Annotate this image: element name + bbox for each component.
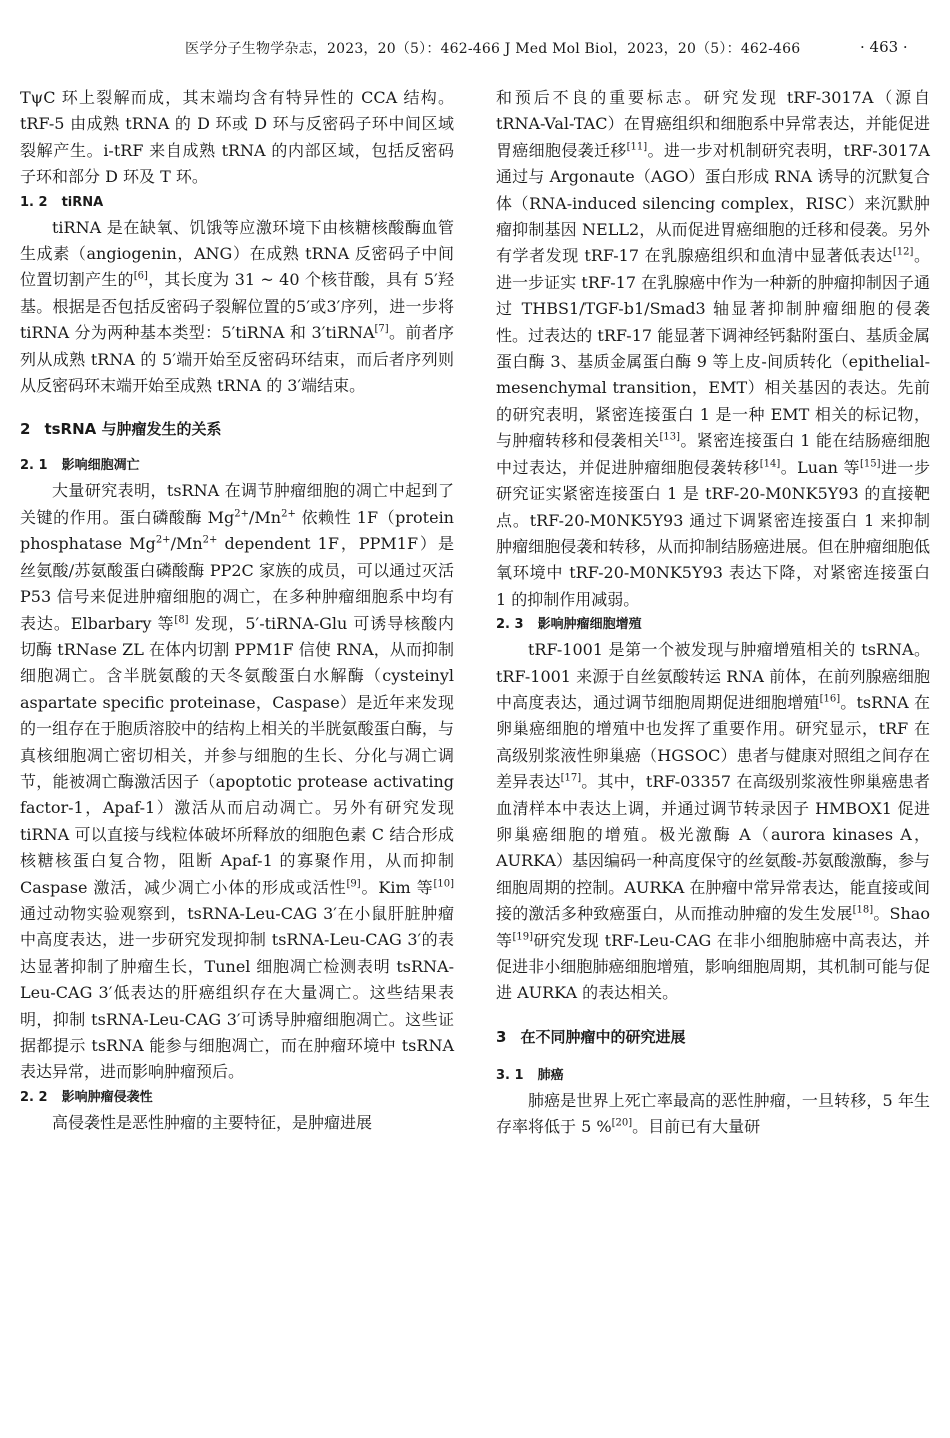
section-title: 肺癌 — [537, 1067, 564, 1083]
journal-citation: 医学分子生物学杂志，2023，20（5）：462-466 J Med Mol Biol，2023，20（5）：462-466 — [185, 41, 801, 57]
section-heading-2 — [20, 419, 454, 439]
running-header — [0, 38, 950, 62]
section-title: tiRNA — [61, 194, 104, 210]
page-number: · 463 · — [860, 38, 908, 56]
paragraph: 高侵袭性是恶性肿瘤的主要特征，是肿瘤进展 — [52, 1112, 373, 1132]
section-heading-1-2 — [20, 194, 454, 212]
citation: [12] — [892, 247, 914, 259]
section-title: 影响肿瘤细胞增殖 — [537, 617, 642, 633]
paragraph: tiRNA 是在缺氧、饥饿等应激环境下由核糖核酸酶血管生成素（angiogenin，ANG）在成熟 tRNA 反密码子中间位置切割产生的[6]，其长度为 31 ~ 40 个核苷酸，具有 5′羟基。根据是否包括反密码子裂解位置的5′或3′序列，进一步将 tiRNA 分为两种基本类型：5′tiRNA 和 3′tiRNA[7]。前者序列从成熟 tRNA 的 5′端开始至反密码环结束，而后者序列则从反密码环末端开始至成熟 tRNA 的 3′端结束。 — [20, 217, 454, 396]
paragraph: tRF-1001 是第一个被发现与肿瘤增殖相关的 tsRNA。tRF-1001 来源于自丝氨酸转运 RNA 前体，在前列腺癌细胞中高度表达，通过调节细胞周期促进细胞增殖[16]。tsRNA 在卵巢癌细胞的增殖中也发挥了重要作用。研究显示，tRF 在高级别浆液性卵巢癌（HGSOC）患者与健康对照组之间存在差异表达[17]。其中，tRF-03357 在高级别浆液性卵巢癌患者血清样本中表达上调，并通过调节转录因子 HMBOX1 促进卵巢癌细胞的增殖。极光激酶 A（aurora kinases A，AURKA）基因编码一种高度保守的丝氨酸-苏氨酸激酶，参与细胞周期的控制。AURKA 在肿瘤中常异常表达，能直接或间接的激活多种致癌蛋白，从而推动肿瘤的发生发展[18]。Shao 等[19]研究发现 tRF-Leu-CAG 在非小细胞肺癌中高表达，并促进非小细胞肺癌细胞增殖，影响细胞周期，其机制可能与促进 AURKA 的表达相关。 — [496, 640, 930, 1003]
right-column — [496, 85, 930, 1141]
citation: [6] — [133, 271, 148, 283]
section-number: 3 — [496, 1027, 507, 1046]
section-number: 2. 3 — [496, 617, 524, 633]
citation: [10] — [433, 878, 454, 890]
paragraph: 肺癌是世界上死亡率最高的恶性肿瘤，一旦转移，5 年生存率将低于 5 %[20]。目前已有大量研 — [496, 1090, 930, 1137]
section-title: 影响细胞凋亡 — [61, 458, 140, 474]
citation: [15] — [860, 458, 881, 470]
paragraph: 大量研究表明，tsRNA 在调节肿瘤细胞的凋亡中起到了关键的作用。蛋白磷酸酶 Mg$^{2+}$/Mn$^{2+}$ 依赖性 1F（protein phosphatase Mg$^{2+}$/Mn$^{2+}$ dependent 1F，PPM1F）是丝氨酸/苏氨酸蛋白磷酸酶 PP2C 家族的成员，可以通过灭活 P53 信号来促进肿瘤细胞的凋亡，在多种肿瘤细胞系中均有表达。Elbarbary 等[8] 发现，5′-tiRNA-Glu 可诱导核酸内切酶 tRNase ZL 在体内切割 PPM1F 信使 RNA，从而抑制细胞凋亡。含半胱氨酸的天冬氨酸蛋白水解酶（cysteinyl aspartate specific proteinase，Caspase）是近年来发现的一组存在于胞质溶胶中的结构上相关的半胱氨酸蛋白酶，与真核细胞凋亡密切相关，并参与细胞的生长、分化与凋亡调节，能被凋亡酶激活因子（apoptotic protease activating factor-1，Apaf-1）激活从而启动凋亡。另外有研究发现 tiRNA 可以直接与线粒体破坏所释放的细胞色素 C 结合形成核糖核蛋白复合物，阻断 Apaf-1 的寡聚作用，从而抑制 Caspase 激活，减少凋亡小体的形成或活性[9]。Kim 等[10] 通过动物实验观察到，tsRNA-Leu-CAG 3′在小鼠肝脏肿瘤中高度表达，进一步研究发现抑制 tsRNA-Leu-CAG 3′的表达显著抑制了肿瘤生长，Tunel 细胞凋亡检测表明 tsRNA-Leu-CAG 3′低表达的肝癌组织存在大量凋亡。这些结果表明，抑制 tsRNA-Leu-CAG 3′可诱导肿瘤细胞凋亡。这些证据都提示 tsRNA 能参与细胞凋亡，而在肿瘤环境中 tsRNA 表达异常，进而影响肿瘤预后。 — [20, 481, 454, 1082]
citation: [20] — [611, 1117, 633, 1129]
citation: [13] — [659, 431, 681, 443]
citation: [14] — [759, 458, 781, 470]
citation: [18] — [852, 904, 874, 916]
citation: [19] — [512, 931, 533, 943]
section-heading-3-1 — [496, 1067, 930, 1085]
section-heading-2-1 — [20, 457, 454, 475]
section-number: 2. 2 — [20, 1089, 48, 1105]
citation: [17] — [560, 772, 582, 784]
section-heading-3 — [496, 1027, 930, 1047]
paragraph: 和预后不良的重要标志。研究发现 tRF-3017A（源自 tRNA-Val-TAC）在胃癌组织和细胞系中异常表达，并能促进胃癌细胞侵袭迁移[11]。进一步对机制研究表明，tRF-3017A 通过与 Argonaute（AGO）蛋白形成 RNA 诱导的沉默复合体（RNA-induced silencing complex，RISC）来沉默肿瘤抑制基因 NELL2，从而促进胃癌细胞的迁移和侵袭。另外有学者发现 tRF-17 在乳腺癌组织和血清中显著低表达[12]。进一步证实 tRF-17 在乳腺癌中作为一种新的肿瘤抑制因子通过 THBS1/TGF-b1/Smad3 轴显著抑制肿瘤细胞的侵袭性。过表达的 tRF-17 能显著下调神经钙黏附蛋白、基质金属蛋白酶 3、基质金属蛋白酶 9 等上皮-间质转化（epithelial-mesenchymal transition，EMT）相关基因的表达。先前的研究表明，紧密连接蛋白 1 是一种 EMT 相关的标记物，与肿瘤转移和侵袭相关[13]。紧密连接蛋白 1 能在结肠癌细胞中过表达，并促进肿瘤细胞侵袭转移[14]。Luan 等[15]进一步研究证实紧密连接蛋白 1 是 tRF-20-M0NK5Y93 的直接靶点。tRF-20-M0NK5Y93 通过下调紧密连接蛋白 1 来抑制肿瘤细胞侵袭和转移，从而抑制结肠癌进展。但在肿瘤细胞低氧环境中 tRF-20-M0NK5Y93 表达下降，对紧密连接蛋白 1 的抑制作用减弱。 — [496, 88, 930, 609]
citation: [16] — [819, 693, 841, 705]
section-number: 3. 1 — [496, 1067, 524, 1083]
citation: [9] — [346, 878, 361, 890]
section-number: 2 — [20, 420, 31, 439]
citation: [8] — [174, 614, 189, 626]
section-heading-2-2 — [20, 1089, 454, 1107]
citation: [11] — [626, 141, 648, 153]
section-title: tsRNA 与肿瘤发生的关系 — [44, 420, 222, 439]
left-column — [20, 85, 454, 1136]
paragraph: TψC 环上裂解而成，其末端均含有特异性的 CCA 结构。tRF-5 由成熟 tRNA 的 D 环或 D 环与反密码子环中间区域裂解产生。i-tRF 来自成熟 tRNA 的内部区域，包括反密码子环和部分 D 环及 T 环。 — [20, 88, 454, 187]
section-number: 1. 2 — [20, 194, 48, 210]
section-title: 影响肿瘤侵袭性 — [61, 1089, 153, 1105]
section-number: 2. 1 — [20, 458, 48, 474]
citation: [7] — [374, 323, 389, 335]
section-title: 在不同肿瘤中的研究进展 — [520, 1027, 686, 1046]
section-heading-2-3 — [496, 616, 930, 634]
